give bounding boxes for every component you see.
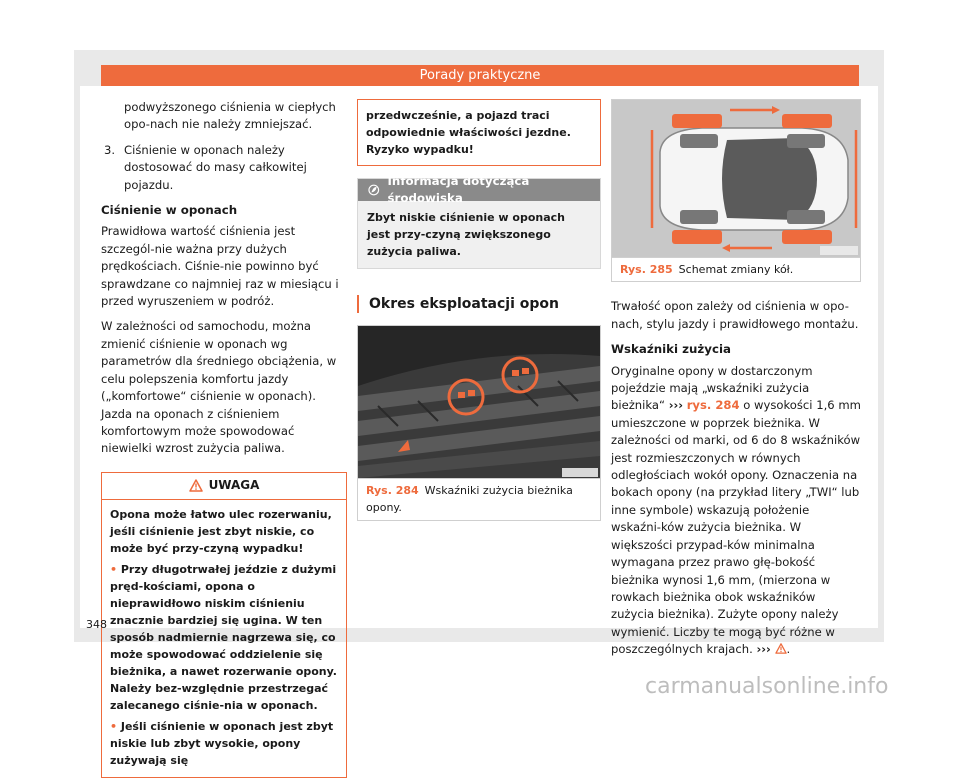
warning-bullet-text: Przy długotrwałej jeździe z dużymi pręd-kościami, opona o nieprawidłowo niskim ciśnieniu znacznie bardziej się ugina. W ten sposób nadmiernie nagrzewa się, co może spowodować oddzielenie się bieżnika, a nawet rozerwanie opony. Należy bez-względnie przestrzegać zalecanego ciśnie-nia w oponach.: [110, 562, 337, 712]
figure-caption-text: Wskaźniki zużycia bieżnika opony.: [366, 484, 573, 515]
bullet-icon: •: [110, 719, 121, 733]
environment-box: [357, 173, 601, 269]
warning-bullet-text: Jeśli ciśnienie w oponach jest zbyt niskie lub zbyt wysokie, opony zużywają się: [110, 719, 334, 767]
figure-caption-text: Schemat zmiany kół.: [678, 263, 794, 276]
column-1: [101, 99, 347, 778]
figure-ref: Rys. 284: [366, 484, 419, 497]
bullet-icon: •: [110, 562, 121, 576]
warning-header: [102, 473, 346, 500]
paragraph: W zależności od samochodu, można zmienić ciśnienie w oponach wg parametrów dla średniego obciążenia, w celu polepszenia komfortu jazdy („komfortowe“ ciśnienie w oponach). Jazda na oponach z ciśnieniem komfortowym może spowodować niewielki wzrost zużycia paliwa.: [101, 319, 337, 456]
warning-title: UWAGA: [208, 478, 260, 493]
paragraph-text: o wysokości 1,6 mm umieszczone w poprzek bieżnika. W zależności od marki, od 6 do 8 wskaźników jest rozmieszczonych w równych odległościach wokół opony. Oznaczenia na bokach opony (na przykład litery „TWI“ lub inne symbole) wskazują położenie wskaźni-ków zużycia bieżnika. W większości przypad-ków minimalna wymagana przez prawo głę-bokość bieżnika wynosi 1,6 mm, (mierzona w rowkach bieżnika obok wskaźników zużycia bieżnika). Zużyte opony należy wymienić. Liczby te mogą być różne w poszczególnych krajach.: [611, 398, 861, 657]
paragraph: Trwałość opon zależy od ciśnienia w opo-nach, stylu jazdy i prawidłowego montażu.: [611, 299, 859, 331]
warning-body: [102, 500, 346, 777]
column-2: [357, 99, 601, 521]
warning-bullet: [110, 561, 338, 714]
leaf-icon: [368, 184, 380, 196]
section-heading-wear-indicators: Wskaźniki zużycia: [611, 342, 731, 357]
figure-caption: [612, 257, 860, 281]
list-item-3: [101, 142, 347, 194]
warning-intro: Opona może łatwo ulec rozerwaniu, jeśli ciśnienie jest zbyt niskie, co może być przy-czyną wypadku!: [110, 507, 332, 555]
column-3: [611, 99, 861, 667]
warning-box-continued: [357, 99, 601, 166]
list-item-text: Ciśnienie w oponach należy dostosować do masy całkowitej pojazdu.: [124, 142, 307, 192]
section-heading-tire-pressure: Ciśnienie w oponach: [101, 203, 238, 218]
paragraph: Prawidłowa wartość ciśnienia jest szczegól-nie ważna przy dużych prędkościach. Ciśnie-nie powinno być sprawdzane co najmniej raz w miesiącu i przed wyruszeniem w podróż.: [101, 224, 339, 309]
figure-caption: [358, 478, 600, 520]
environment-header: [358, 173, 600, 205]
warning-triangle-icon: [189, 479, 203, 492]
figure-ref: Rys. 285: [620, 263, 673, 276]
section-title: Okres eksploatacji opon: [357, 295, 601, 313]
list-item-continuation: podwyższonego ciśnienia w ciepłych opo-nach nie należy zmniejszać.: [124, 100, 336, 132]
cross-ref-arrow: ›››: [756, 642, 771, 657]
page-header: Porady praktyczne: [101, 65, 859, 86]
environment-title: Informacja dotycząca środowiska: [387, 173, 530, 205]
figure-link[interactable]: rys. 284: [686, 398, 740, 413]
figure-284: [357, 325, 601, 521]
paragraph: Oryginalne opony w dostarczonym pojeździe mają „wskaźniki zużycia bieżnika“ ››› rys. 284 o wysokości 1,6 mm umieszczone w poprzek bieżnika. W zależności od marki, od 6 do 8 wskaźników jest rozmieszczonych w równych odległościach wokół opony. Oznaczenia na bokach opony (na przykład litery „TWI“ lub inne symbole) wskazują położenie wskaźni-ków zużycia bieżnika. W większości przypad-ków minimalna wymagana przez prawo głę-bokość bieżnika wynosi 1,6 mm, (mierzona w rowkach bieżnika obok wskaźników zużycia bieżnika). Zużyte opony należy wymienić. Liczby te mogą być różne w poszczególnych krajach. ››› .: [611, 363, 861, 657]
watermark: carmanualsonline.info: [645, 674, 889, 699]
warning-triangle-icon[interactable]: [775, 643, 787, 654]
warning-body: [358, 100, 600, 165]
page-number: 348: [86, 618, 107, 631]
wheel-rotation-diagram: [612, 100, 860, 257]
list-number: 3.: [104, 142, 116, 157]
warning-continuation: przedwcześnie, a pojazd traci odpowiednie właściwości jezdne. Ryzyko wypadku!: [366, 109, 571, 156]
paragraph-text: Oryginalne opony w dostarczonym pojeździe mają „wskaźniki zużycia bieżnika“: [611, 363, 813, 413]
warning-box: [101, 472, 347, 778]
environment-text: Zbyt niskie ciśnienie w oponach jest przy-czyną zwiększonego zużycia paliwa.: [367, 211, 566, 258]
figure-285: [611, 99, 861, 282]
tire-tread-image: [358, 326, 600, 478]
warning-bullet: [110, 718, 338, 769]
cross-ref-arrow: ›››: [668, 398, 684, 413]
